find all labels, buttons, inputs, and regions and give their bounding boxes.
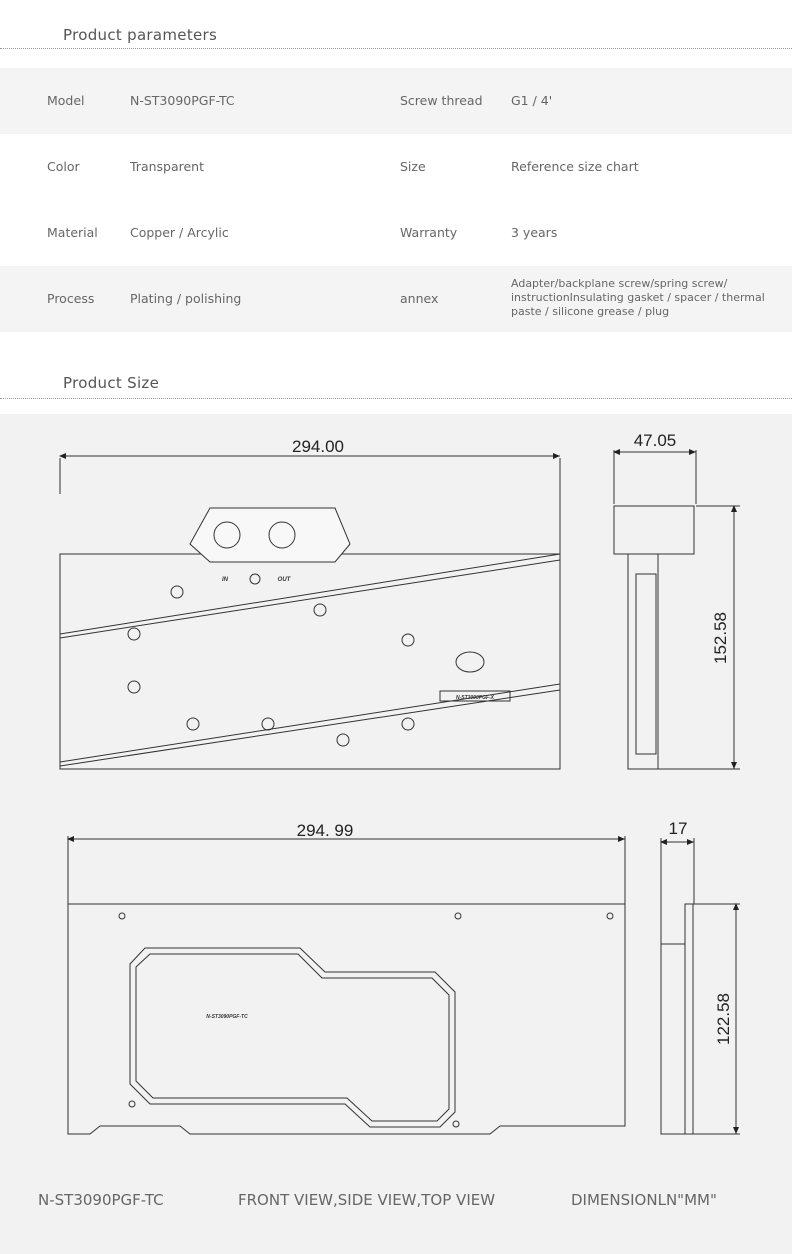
param-row [0,200,792,266]
param-key: Process [47,291,95,306]
out-marker-icon [250,574,260,584]
in-label: IN [222,577,228,583]
back-side-plate [685,904,693,1134]
footer-model: N-ST3090PGF-TC [38,1191,164,1209]
param-key: Warranty [400,225,458,240]
screw-icon [314,604,326,616]
param-value: Adapter/backplane screw/spring screw/ instructionInsulating gasket / spacer / thermal paste / silicone grease / plug [511,277,765,318]
divider [0,398,792,399]
back-side-body [661,944,685,1134]
side-width-label: 47.05 [633,431,677,450]
side-body [628,554,658,769]
param-value: Plating / polishing [130,291,242,306]
back-mark-label: N-ST3090PGF-TC [206,1014,248,1020]
param-value: G1 / 4' [511,93,553,108]
model-mark-label: N-ST3090PGF-X [455,695,495,701]
param-row [0,68,792,134]
front-view [60,456,560,769]
edge-line [60,560,560,638]
screw-icon [337,734,349,746]
backplate-cutout-inner [136,954,449,1121]
back-width-label: 294. 99 [296,821,354,840]
back-height-label: 122.58 [714,993,733,1045]
front-plate [60,554,560,769]
back-view [68,836,625,1134]
drawing-svg [0,414,792,1254]
screw-hole-icon [119,913,125,919]
screw-icon [262,718,274,730]
param-key: Model [47,93,85,108]
screw-icon [187,718,199,730]
screw-icon [128,681,140,693]
param-row [0,266,792,332]
footer [0,1191,792,1221]
param-key: Size [400,159,426,174]
divider [0,48,792,49]
param-value: 3 years [511,225,558,240]
screw-hole-icon [455,913,461,919]
screw-hole-icon [607,913,613,919]
screw-icon [128,628,140,640]
side-view [614,450,740,769]
screw-icon [171,586,183,598]
logo-badge-icon [456,652,484,672]
backplate [68,904,625,1134]
back-side-view [661,838,740,1134]
size-section-title: Product Size [63,374,160,392]
edge-line [60,554,560,634]
screw-hole-icon [453,1121,459,1127]
param-value: Reference size chart [511,159,639,174]
footer-unit: DIMENSIONLN"MM" [571,1191,717,1209]
side-inner [636,574,656,754]
out-label: OUT [277,577,291,583]
param-key: Color [47,159,80,174]
side-terminal [614,506,694,554]
backplate-cutout [130,948,455,1127]
screw-hole-icon [129,1101,135,1107]
param-value: Transparent [130,159,205,174]
back-side-width-label: 17 [668,819,688,838]
screw-icon [402,718,414,730]
param-row [0,134,792,200]
front-height-label: 152.58 [711,612,730,664]
param-value: Copper / Arcylic [130,225,229,240]
footer-views: FRONT VIEW,SIDE VIEW,TOP VIEW [238,1191,496,1209]
params-section-title: Product parameters [63,26,218,44]
screw-icon [402,634,414,646]
param-key: Material [47,225,98,240]
technical-drawing [0,414,792,1254]
param-key: Screw thread [400,93,483,108]
param-value: N-ST3090PGF-TC [130,93,235,108]
front-width-label: 294.00 [292,437,344,456]
param-key: annex [400,291,439,306]
